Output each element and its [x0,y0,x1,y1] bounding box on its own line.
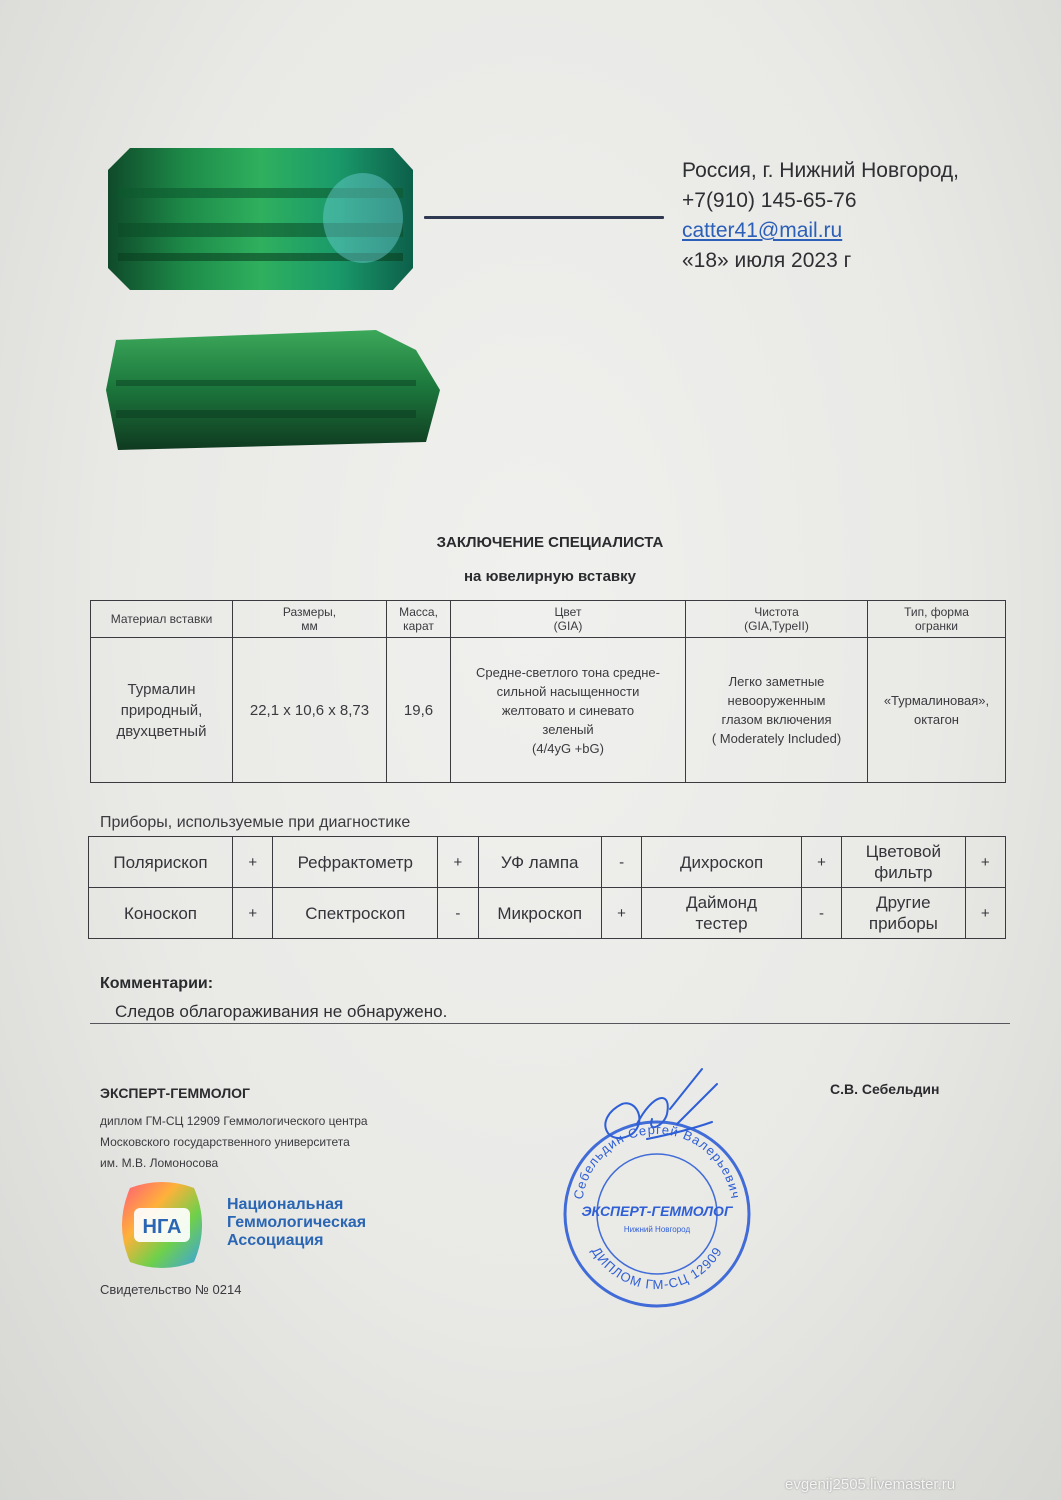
svg-text:Нижний Новгород: Нижний Новгород [623,1225,691,1234]
header-clarity: Чистота (GIA,TypeII) [686,601,868,638]
instruments-table [88,836,1006,939]
gem-photo-bottom [106,330,440,450]
instrument-other: Другие приборы [842,888,965,939]
contact-block [682,156,959,276]
header-cut: Тип, форма огранки [868,601,1006,638]
svg-text:ЭКСПЕРТ-ГЕММОЛОГ: ЭКСПЕРТ-ГЕММОЛОГ [581,1203,733,1219]
instrument-mark: + [233,837,273,888]
cell-color: Средне-светлого тона средне- сильной насыщенности желтовато и синевато зеленый (4/4уG +bG) [451,638,686,783]
svg-text:Себельдин Сергей Валерьевич: Себельдин Сергей Валерьевич [570,1121,744,1201]
specs-data-row [91,638,1006,783]
instrument-spectroscope: Спектроскоп [273,888,438,939]
expert-diploma: диплом ГМ-СЦ 12909 Геммологического центра Московского государственного университета им. М.В. Ломоносова [100,1114,368,1170]
instrument-diamond-tester: Даймонд тестер [642,888,802,939]
connector-line [424,216,664,219]
nga-logo-icon [112,1180,212,1270]
instrument-color-filter: Цветовой фильтр [842,837,965,888]
certificate-number: Свидетельство № 0214 [100,1282,242,1297]
instrument-mark: - [801,888,841,939]
instrument-conoscope: Коноскоп [89,888,233,939]
instrument-mark: + [438,837,478,888]
divider [90,1023,1010,1024]
specs-header-row [91,601,1006,638]
instrument-refractometer: Рефрактометр [273,837,438,888]
email-link[interactable]: catter41@mail.ru [682,219,843,242]
instrument-mark: + [233,888,273,939]
comments-text: Следов облагораживания не обнаружено. [115,1002,448,1021]
comments-title: Комментарии: [100,975,214,992]
instrument-microscope: Микроскоп [478,888,601,939]
instrument-mark: + [601,888,641,939]
instrument-mark: - [601,837,641,888]
instruments-row-1 [89,837,1006,888]
gem-photo-top [108,148,413,290]
specs-table [90,600,1006,783]
signer-name: С.В. Себельдин [830,1081,940,1097]
header-size: Размеры, мм [233,601,387,638]
header-color: Цвет (GIA) [451,601,686,638]
instrument-polariscope: Полярископ [89,837,233,888]
instruments-title: Приборы, используемые при диагностике [100,814,411,831]
date: «18» июля 2023 г [682,249,852,272]
header-material: Материал вставки [91,601,233,638]
cell-cut: «Турмалиновая», октагон [868,638,1006,783]
instrument-uv-lamp: УФ лампа [478,837,601,888]
document-subtitle: на ювелирную вставку [464,568,636,585]
instrument-dichroscope: Дихроскоп [642,837,802,888]
expert-title: ЭКСПЕРТ-ГЕММОЛОГ [100,1085,250,1101]
logo-abbr: НГА [142,1216,182,1238]
instrument-mark: + [801,837,841,888]
header-mass: Масса, карат [387,601,451,638]
instruments-row-2 [89,888,1006,939]
instrument-mark: + [965,888,1005,939]
document-title: ЗАКЛЮЧЕНИЕ СПЕЦИАЛИСТА [436,534,664,551]
cell-mass: 19,6 [387,638,451,783]
stamp-seal-icon [552,1064,762,1314]
logo-text: Национальная Геммологическая Ассоциация [227,1196,367,1249]
cell-size: 22,1 х 10,6 х 8,73 [233,638,387,783]
address: Россия, г. Нижний Новгород, [682,159,959,182]
cell-clarity: Легко заметные невооруженным глазом включения ( Moderately Included) [686,638,868,783]
instrument-mark: + [965,837,1005,888]
instrument-mark: - [438,888,478,939]
cell-material: Турмалин природный, двухцветный [91,638,233,783]
watermark: evgenij2505.livemaster.ru [785,1476,956,1493]
phone: +7(910) 145-65-76 [682,189,857,212]
svg-text:ДИПЛОМ ГМ-СЦ 12909: ДИПЛОМ ГМ-СЦ 12909 [588,1243,726,1293]
